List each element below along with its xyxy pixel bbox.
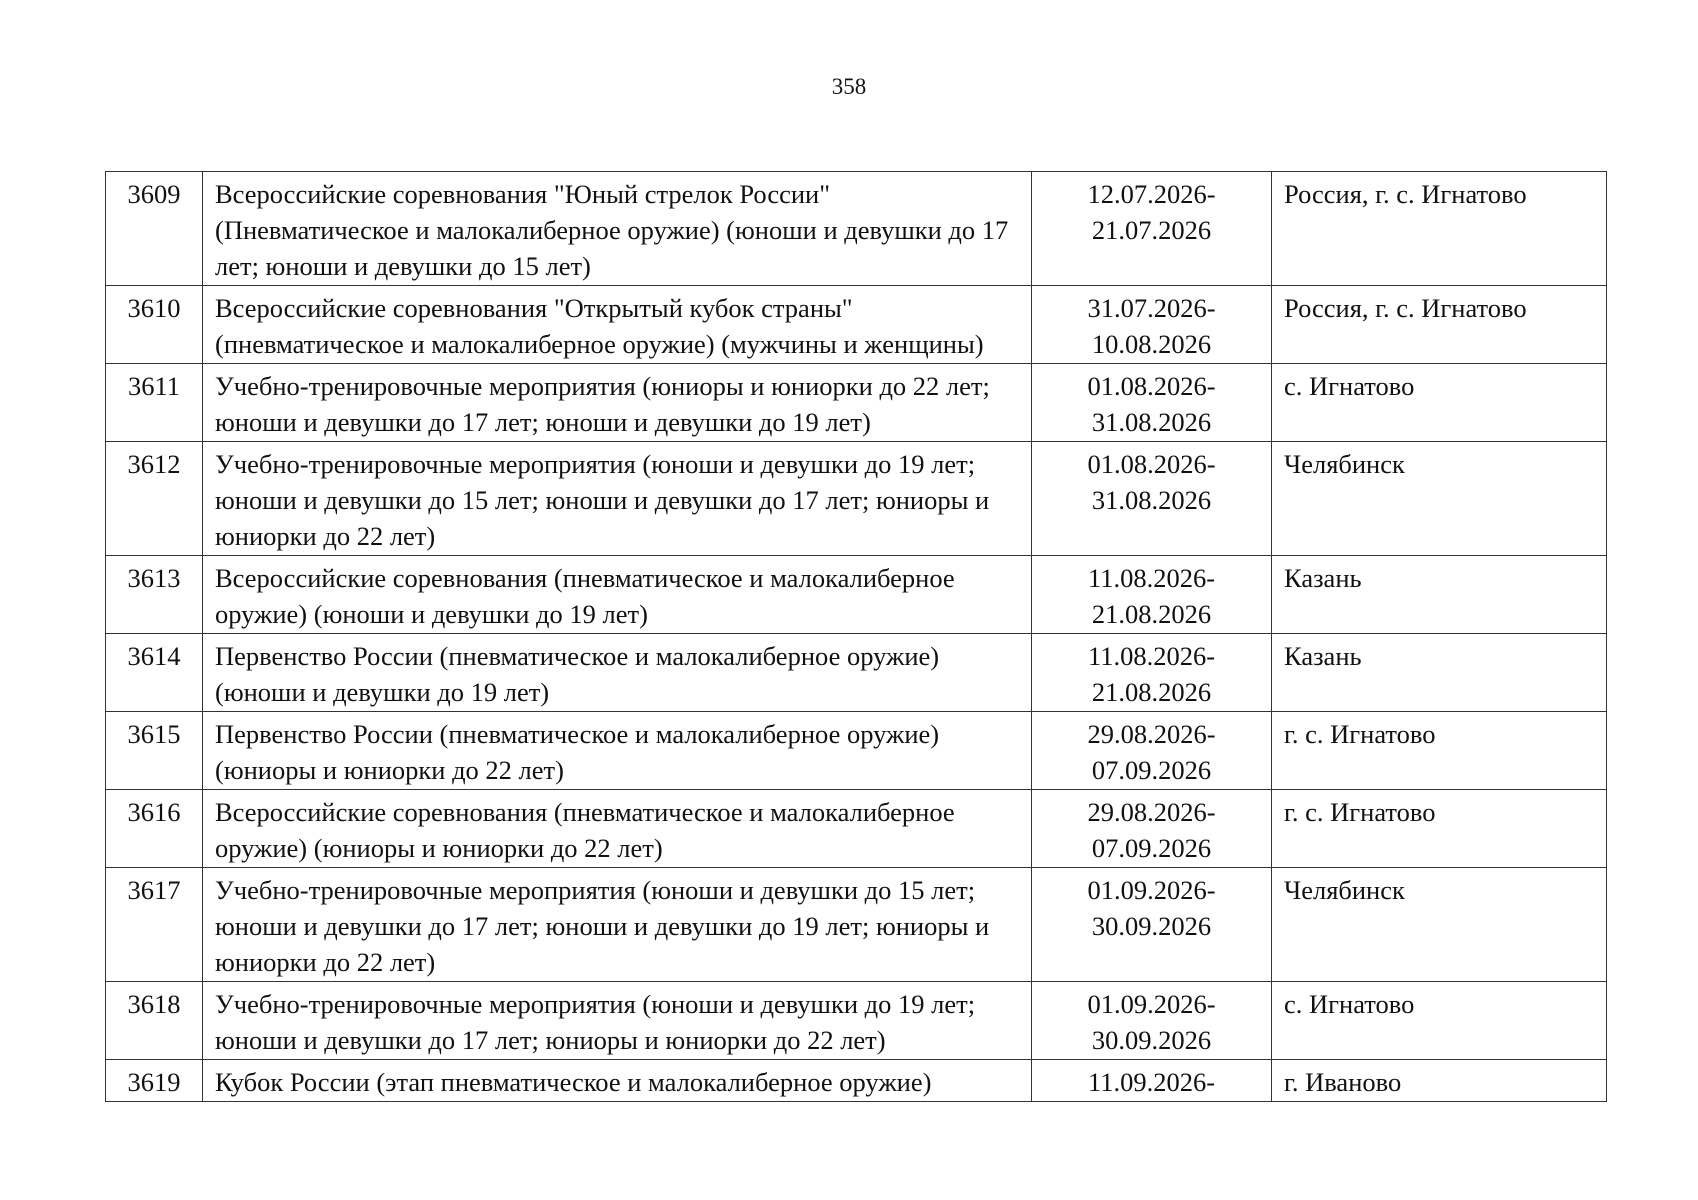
date-start: 31.07.2026- xyxy=(1087,293,1216,323)
table-row xyxy=(106,364,1607,442)
date-start: 11.08.2026- xyxy=(1087,641,1216,671)
date-end: 21.07.2026 xyxy=(1091,215,1212,245)
date-start: 12.07.2026- xyxy=(1087,179,1216,209)
date-start: 01.08.2026- xyxy=(1087,449,1216,479)
table-row xyxy=(106,286,1607,364)
event-title: Учебно-тренировочные мероприятия (юноши и девушки до 19 лет; юноши и девушки до 17 лет; юниоры и юниорки до 22 лет) xyxy=(203,982,1032,1060)
row-number: 3612 xyxy=(106,442,203,556)
event-dates xyxy=(1032,790,1272,868)
event-title: Кубок России (этап пневматическое и малокалиберное оружие) xyxy=(203,1060,1032,1102)
event-dates xyxy=(1032,982,1272,1060)
event-place: Казань xyxy=(1272,634,1607,712)
row-number: 3616 xyxy=(106,790,203,868)
table-row xyxy=(106,172,1607,286)
event-place: с. Игнатово xyxy=(1272,364,1607,442)
row-number: 3618 xyxy=(106,982,203,1060)
page-number: 358 xyxy=(831,74,867,99)
table-row xyxy=(106,1060,1607,1102)
table-row xyxy=(106,556,1607,634)
row-number: 3619 xyxy=(106,1060,203,1102)
date-start: 11.09.2026- xyxy=(1087,1067,1216,1097)
event-place: г. с. Игнатово xyxy=(1272,712,1607,790)
events-table xyxy=(105,171,1607,1102)
date-end: 31.08.2026 xyxy=(1091,485,1212,515)
date-end: 30.09.2026 xyxy=(1091,1025,1212,1055)
row-number: 3615 xyxy=(106,712,203,790)
row-number: 3613 xyxy=(106,556,203,634)
event-title: Первенство России (пневматическое и малокалиберное оружие) (юноши и девушки до 19 лет) xyxy=(203,634,1032,712)
event-title: Всероссийские соревнования "Открытый кубок страны" (пневматическое и малокалиберное оружие) (мужчины и женщины) xyxy=(203,286,1032,364)
event-dates xyxy=(1032,442,1272,556)
date-start: 01.09.2026- xyxy=(1087,875,1216,905)
event-dates xyxy=(1032,556,1272,634)
event-title: Всероссийские соревнования "Юный стрелок России" (Пневматическое и малокалиберное оружие) (юноши и девушки до 17 лет; юноши и девушки до 15 лет) xyxy=(203,172,1032,286)
table-row xyxy=(106,790,1607,868)
date-end: 30.09.2026 xyxy=(1091,911,1212,941)
event-place: Россия, г. с. Игнатово xyxy=(1272,286,1607,364)
table-row xyxy=(106,634,1607,712)
event-title: Учебно-тренировочные мероприятия (юноши и девушки до 15 лет; юноши и девушки до 17 лет; юноши и девушки до 19 лет; юниоры и юниорки до 22 лет) xyxy=(203,868,1032,982)
event-title: Учебно-тренировочные мероприятия (юниоры и юниорки до 22 лет; юноши и девушки до 17 лет; юноши и девушки до 19 лет) xyxy=(203,364,1032,442)
table-row xyxy=(106,982,1607,1060)
date-end: 07.09.2026 xyxy=(1091,833,1212,863)
event-dates xyxy=(1032,634,1272,712)
row-number: 3609 xyxy=(106,172,203,286)
date-end: 07.09.2026 xyxy=(1091,755,1212,785)
row-number: 3617 xyxy=(106,868,203,982)
event-dates xyxy=(1032,868,1272,982)
event-place: Казань xyxy=(1272,556,1607,634)
event-dates xyxy=(1032,172,1272,286)
event-place: г. с. Игнатово xyxy=(1272,790,1607,868)
date-end: 21.08.2026 xyxy=(1091,677,1212,707)
row-number: 3610 xyxy=(106,286,203,364)
event-title: Первенство России (пневматическое и малокалиберное оружие) (юниоры и юниорки до 22 лет) xyxy=(203,712,1032,790)
date-start: 11.08.2026- xyxy=(1087,563,1216,593)
event-title: Всероссийские соревнования (пневматическое и малокалиберное оружие) (юниоры и юниорки до 22 лет) xyxy=(203,790,1032,868)
event-place: Россия, г. с. Игнатово xyxy=(1272,172,1607,286)
date-start: 01.09.2026- xyxy=(1087,989,1216,1019)
event-dates xyxy=(1032,286,1272,364)
event-dates xyxy=(1032,712,1272,790)
date-end: 31.08.2026 xyxy=(1091,407,1212,437)
row-number: 3611 xyxy=(106,364,203,442)
table-row xyxy=(106,712,1607,790)
date-end: 21.08.2026 xyxy=(1091,599,1212,629)
date-end: 10.08.2026 xyxy=(1091,329,1212,359)
table-row xyxy=(106,868,1607,982)
event-place: Челябинск xyxy=(1272,442,1607,556)
event-dates xyxy=(1032,364,1272,442)
date-start: 29.08.2026- xyxy=(1087,719,1216,749)
event-title: Учебно-тренировочные мероприятия (юноши и девушки до 19 лет; юноши и девушки до 15 лет; юноши и девушки до 17 лет; юниоры и юниорки до 22 лет) xyxy=(203,442,1032,556)
table-row xyxy=(106,442,1607,556)
event-dates xyxy=(1032,1060,1272,1102)
row-number: 3614 xyxy=(106,634,203,712)
event-title: Всероссийские соревнования (пневматическое и малокалиберное оружие) (юноши и девушки до 19 лет) xyxy=(203,556,1032,634)
event-place: г. Иваново xyxy=(1272,1060,1607,1102)
date-start: 29.08.2026- xyxy=(1087,797,1216,827)
date-start: 01.08.2026- xyxy=(1087,371,1216,401)
event-place: Челябинск xyxy=(1272,868,1607,982)
event-place: с. Игнатово xyxy=(1272,982,1607,1060)
